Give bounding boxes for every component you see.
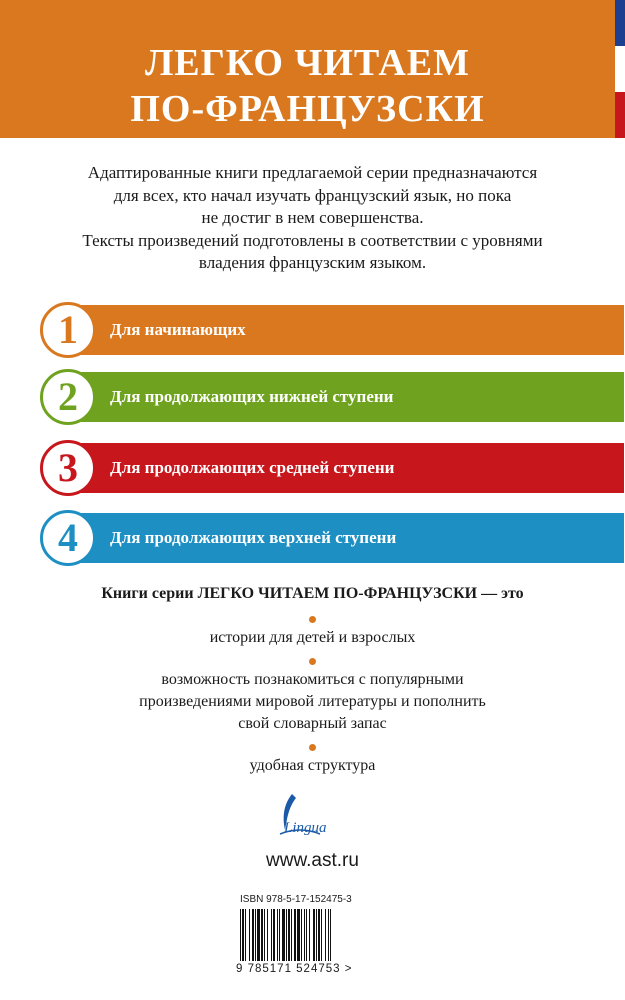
feature-line: истории для детей и взрослых [209,629,416,646]
level-3 [40,440,624,496]
intro-line: для всех, кто начал изучать французский язык, но пока [113,185,512,205]
feature-item [40,669,585,735]
barcode-bar [316,909,317,961]
flag-red [615,92,625,138]
feature-item [40,755,585,777]
barcode-bar [301,909,302,961]
barcode-bar [271,909,272,961]
barcode-bar [261,909,263,961]
header-banner [0,0,615,138]
barcode-bar [279,909,280,961]
barcode-bar [249,909,250,961]
level-label: Для продолжающих верхней ступени [110,528,397,547]
barcode-bar [325,909,326,961]
barcode-bar [277,909,278,961]
level-2 [40,369,624,425]
level-number-circle: 1 [40,302,96,358]
barcode-bar [267,909,268,961]
french-flag-stripe [615,0,625,138]
level-label: Для продолжающих нижней ступени [110,387,394,406]
intro-line: не достиг в нем совершенства. [201,208,424,227]
barcode-bar [242,909,244,961]
bullet-dot [309,744,316,751]
svg-text:Lingua: Lingua [284,820,327,836]
barcode-bar [306,909,307,961]
level-number-circle: 2 [40,369,96,425]
lingua-logo [270,790,350,840]
feature-item [40,627,585,649]
barcode-bar [286,909,287,961]
intro-text [30,162,595,275]
barcode-bar [318,909,320,961]
level-number-circle: 3 [40,440,96,496]
intro-line: владения французским языком. [198,253,427,272]
bullet-dot [309,616,316,623]
feature-line: удобная структура [249,757,376,774]
feature-line: свой словарный запас [238,715,387,732]
flag-blue [615,0,625,46]
level-label: Для начинающих [110,320,246,339]
isbn-label: ISBN 978-5-17-152475-3 [240,894,352,905]
barcode-bar [255,909,256,961]
title-line-2: ПО-ФРАНЦУЗСКИ [130,88,485,130]
level-4 [40,510,624,566]
barcode-bar [309,909,310,961]
website-url: www.ast.ru [266,850,359,871]
barcode-bar [245,909,246,961]
barcode [238,909,378,965]
intro-line: Тексты произведений подготовлены в соответствии с уровнями [82,230,543,250]
barcode-bar [304,909,305,961]
series-title [0,40,615,132]
flag-white [615,46,625,93]
bullet-dot [309,658,316,665]
barcode-bar [297,909,300,961]
barcode-bar [288,909,290,961]
level-label: Для продолжающих средней ступени [110,458,395,477]
barcode-bar [273,909,275,961]
series-heading: Книги серии ЛЕГКО ЧИТАЕМ ПО-ФРАНЦУЗСКИ — это [101,585,524,602]
barcode-bar [330,909,331,961]
barcode-bar [291,909,292,961]
barcode-bar [252,909,254,961]
feature-line: произведениями мировой литературы и пополнить [139,693,486,710]
title-line-1: ЛЕГКО ЧИТАЕМ [144,42,471,84]
barcode-bar [321,909,322,961]
level-number-circle: 4 [40,510,96,566]
feature-line: возможность познакомиться с популярными [161,671,464,688]
level-1 [40,302,624,358]
barcode-bar [282,909,285,961]
barcode-bar [313,909,315,961]
barcode-bar [240,909,241,961]
barcode-bar [328,909,329,961]
barcode-bar [294,909,296,961]
barcode-bar [257,909,260,961]
barcode-number: 9 785171 524753 > [236,963,353,975]
intro-line: Адаптированные книги предлагаемой серии предназначаются [87,163,538,182]
barcode-bar [264,909,265,961]
